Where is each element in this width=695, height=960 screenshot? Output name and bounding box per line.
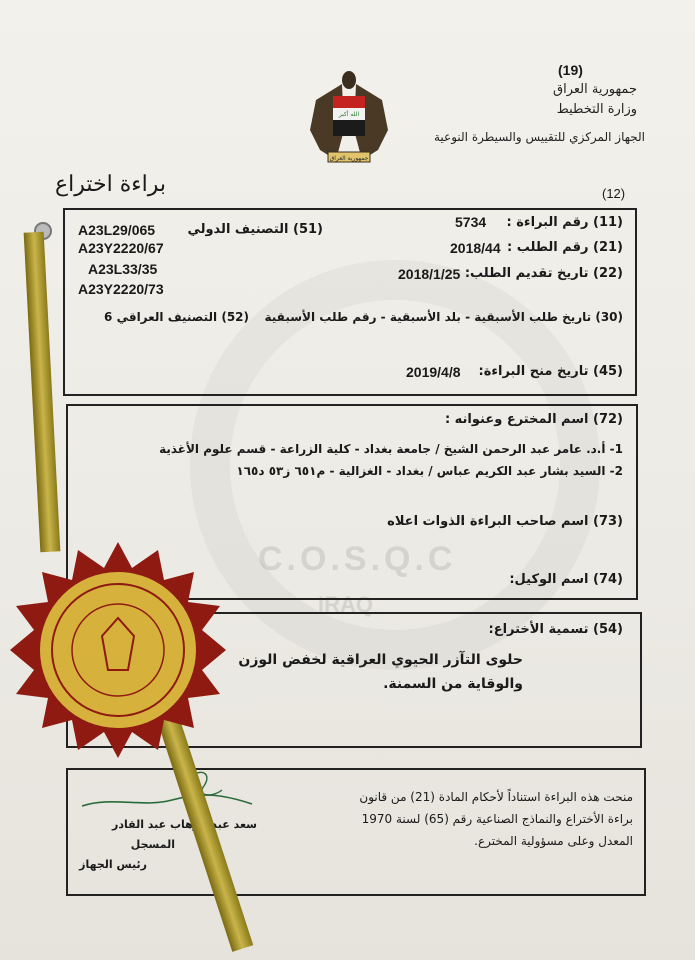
page-title: براءة اختراع <box>55 172 166 197</box>
filing-date-value: 2018/1/25 <box>398 266 461 282</box>
country-name: جمهورية العراق <box>553 82 637 97</box>
grant-date-label: (45) تاريخ منح البراءة: <box>478 364 623 379</box>
ministry-name: وزارة التخطيط <box>556 102 637 117</box>
patent-number-value: 5734 <box>455 214 487 230</box>
grant-date-value: 2019/4/8 <box>406 364 461 380</box>
intl-code-1: A23L29/065 <box>78 222 156 238</box>
signer-title: رئيس الجهاز <box>79 858 147 871</box>
invention-title-label: (54) تسمية الأختراع: <box>488 622 623 637</box>
doc-code: (19) <box>558 62 583 78</box>
watermark-line2: IRAQ <box>318 592 373 617</box>
inventor-2: 2- السيد بشار عبد الكريم عباس / بغداد - الغزالية - م٦٥١ ز٥٣ د١٦٥ <box>236 464 623 478</box>
filing-date-label: (22) تاريخ تقديم الطلب: <box>464 266 623 281</box>
inventors-label: (72) اسم المخترع وعنوانه : <box>444 412 623 427</box>
intl-code-2: A23Y2220/67 <box>78 240 164 256</box>
inventor-1: 1- أ.د. عامر عبد الرحمن الشيخ / جامعة بغداد - كلية الزراعة - قسم علوم الأغذية <box>159 442 623 456</box>
ribbon-upper <box>24 232 61 553</box>
priority-label: (30) تاريخ طلب الأسبقية - بلد الأسبقية - رقم طلب الأسبقية <box>264 310 623 324</box>
intl-code-3: A23L33/35 <box>88 261 158 277</box>
svg-text:الله أكبر: الله أكبر <box>338 111 360 118</box>
agent-label: (74) اسم الوكيل: <box>509 572 623 587</box>
iraq-eagle-emblem <box>306 60 392 172</box>
signature <box>72 766 262 826</box>
invention-title-line2: والوقاية من السمنة. <box>383 676 523 692</box>
intl-code-4: A23Y2220/73 <box>78 281 164 297</box>
wax-seal <box>8 540 228 760</box>
agency-name: الجهاز المركزي للتقييس والسيطرة النوعية <box>433 130 645 144</box>
emblem-scroll-text: جمهورية العراق <box>329 155 369 162</box>
watermark-line1: C.O.S.Q.C <box>258 540 457 578</box>
grant-statement-line3: المعدل وعلى مسؤولية المخترع. <box>474 834 633 848</box>
grant-statement-line2: براءة الأختراع والنماذج الصناعية رقم (65) لسنة 1970 <box>361 812 633 826</box>
owner-label: (73) اسم صاحب البراءة : <box>460 514 623 529</box>
signer-role: المسجل <box>130 838 175 851</box>
application-number-value: 2018/44 <box>450 240 501 256</box>
iraqi-class-label: (52) التصنيف العراقي 6 <box>104 310 249 324</box>
intl-class-label: (51) التصنيف الدولي <box>187 222 323 237</box>
grant-statement-line1: منحت هذه البراءة استناداً لأحكام المادة (21) من قانون <box>359 790 633 804</box>
owner-value: الذوات اعلاه <box>387 514 465 529</box>
patent-number-label: (11) رقم البراءة : <box>506 215 623 230</box>
invention-title-line1: حلوى التآزر الحيوي العراقية لخفض الوزن <box>238 652 523 668</box>
title-code: (12) <box>602 186 626 201</box>
signer-name: سعد عبد الوهاب عبد القادر <box>112 818 257 831</box>
application-number-label: (21) رقم الطلب : <box>506 240 623 255</box>
